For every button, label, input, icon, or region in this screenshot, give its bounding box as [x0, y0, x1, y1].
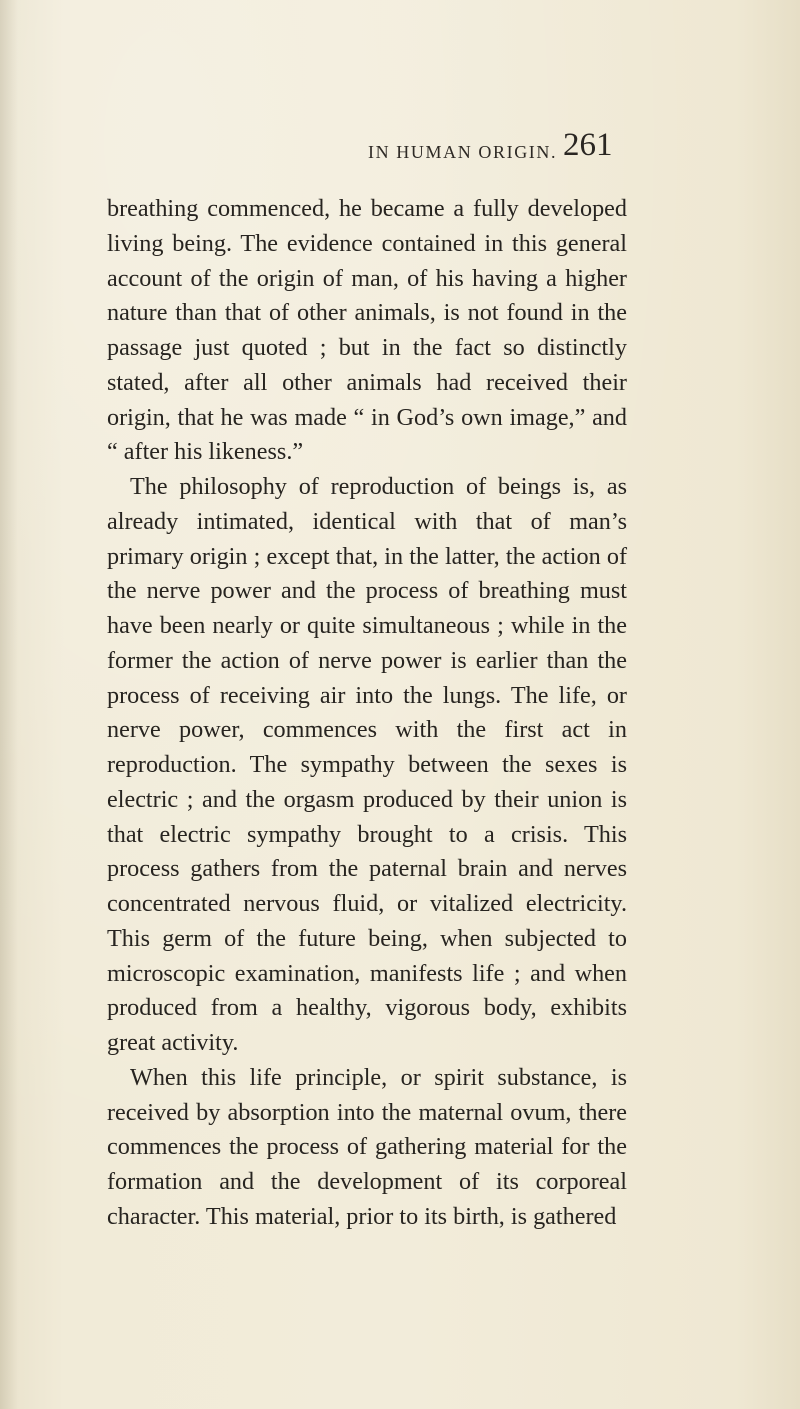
body-text [107, 192, 627, 1235]
page-number: 261 [563, 127, 613, 163]
paragraph-life-principle: When this life principle, or spirit substance, is received by absorption into the maternal ovum, there commences the process of gathering material for the formation and the development of its corporeal character. This material, prior to its birth, is gathered [107, 1063, 627, 1230]
running-head: IN HUMAN ORIGIN. [368, 142, 558, 162]
spine-shadow [0, 0, 18, 1409]
page-header [0, 118, 800, 178]
paragraph-continued: breathing commenced, he became a fully developed living being. The evidence contained in this general account of the origin of man, of his having a higher nature than that of other animals, is not found in the passage just quoted ; but in the fact so distinctly stated, after all other animals had received their origin, that he was made “ in God’s own image,” and “ after his likeness.” [107, 195, 627, 466]
paragraph-philosophy-of-reproduction: The philosophy of reproduction of beings is, as already intimated, identical with that of man’s primary origin ; except that, in the latter, the action of the nerve power and the process of breathing must have been nearly or quite simultaneous ; while in the former the action of nerve power is earlier than the process of receiving air into the lungs. The life, or nerve power, commences with the first act in reproduction. The sympathy between the sexes is electric ; and the orgasm produced by their union is that electric sympathy brought to a crisis. This process gathers from the paternal brain and nerves concentrated nervous fluid, or vitalized electricity. This germ of the future being, when subjected to microscopic examination, manifests life ; and when produced from a healthy, vigorous body, exhibits great activity. [107, 473, 627, 1056]
